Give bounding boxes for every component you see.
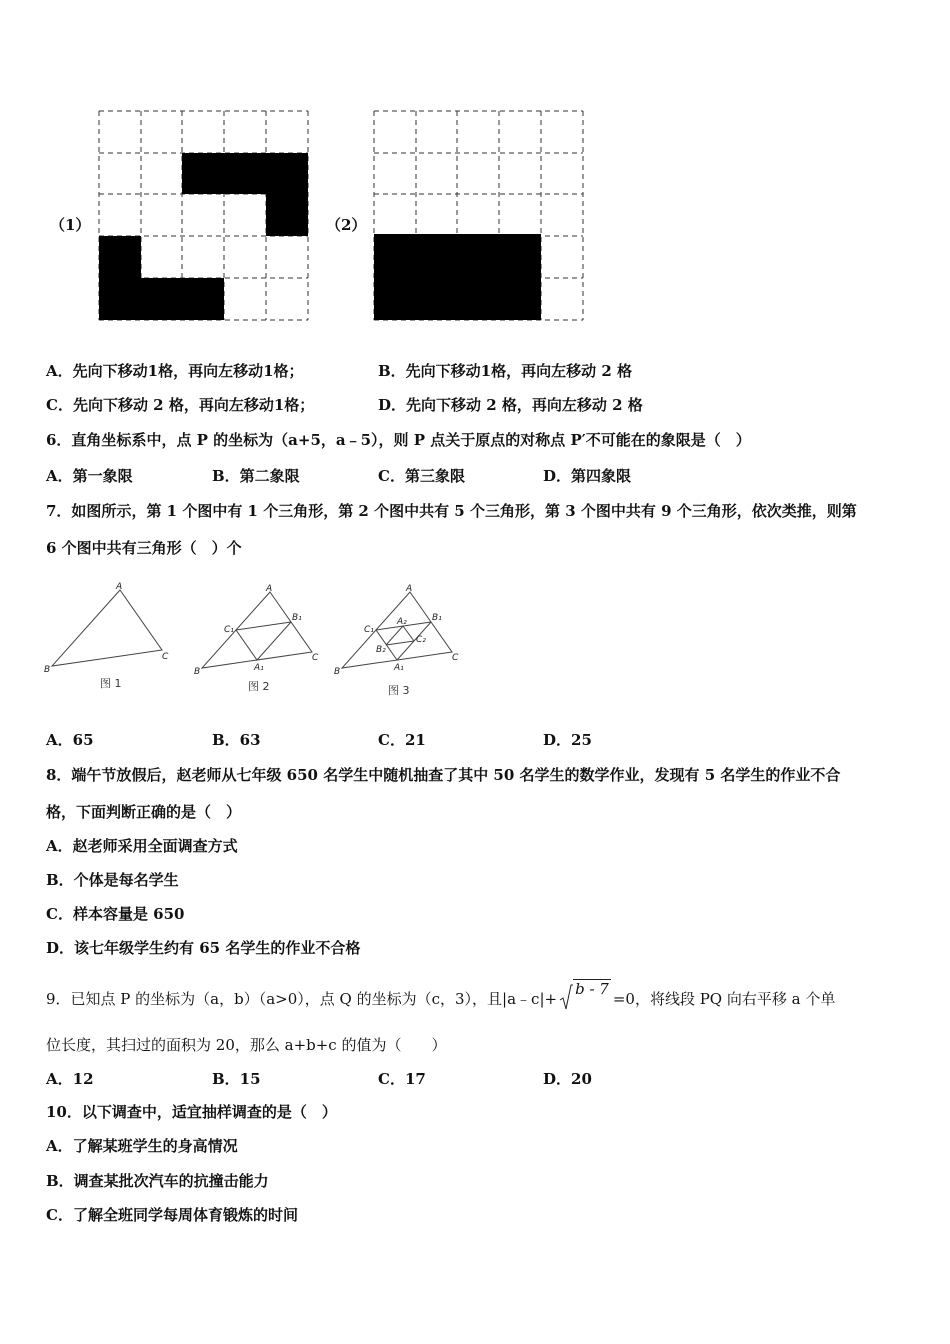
figure-2-label: （2） — [326, 216, 367, 234]
f2-label-c1: C₁ — [224, 625, 234, 635]
f2-caption: 图 2 — [248, 680, 270, 693]
q6-option-d: D．第四象限 — [543, 467, 632, 485]
q8-option-b: B．个体是每名学生 — [46, 871, 179, 889]
sqrt-sign-icon — [559, 984, 573, 1010]
q10-option-c: C．了解全班同学每周体育锻炼的时间 — [46, 1206, 298, 1224]
q10-stem: 10．以下调查中，适宜抽样调查的是（ ） — [46, 1103, 337, 1121]
figure-1-label: （1） — [50, 216, 91, 234]
q9-option-b: B．15 — [212, 1070, 261, 1088]
grid-figure-1 — [98, 110, 310, 322]
q5-option-b: B．先向下移动1格，再向左移动 2 格 — [378, 362, 632, 380]
triangle-figure-1 — [40, 580, 180, 695]
f1-label-b: B — [44, 665, 51, 675]
f3-label-b: B — [334, 667, 341, 677]
f3-label-c: C — [452, 653, 459, 663]
grid-figure-2 — [373, 110, 585, 322]
sqrt-radicand: b - 7 — [575, 980, 609, 998]
f3-caption: 图 3 — [388, 684, 410, 697]
triangle-figure-2 — [190, 580, 330, 695]
q5-option-a: A．先向下移动1格，再向左移动1格； — [46, 362, 304, 380]
q5-option-c: C．先向下移动 2 格，再向左移动1格； — [46, 396, 315, 414]
f3-label-b2: B₂ — [376, 645, 386, 655]
q5-option-d: D．先向下移动 2 格，再向左移动 2 格 — [378, 396, 643, 414]
f2-label-b1: B₁ — [292, 613, 302, 623]
q6-option-b: B．第二象限 — [212, 467, 300, 485]
q6-option-a: A．第一象限 — [46, 467, 133, 485]
triangle-figure-3 — [330, 580, 470, 700]
q10-option-a: A．了解某班学生的身高情况 — [46, 1137, 238, 1155]
q9-option-c: C．17 — [378, 1070, 426, 1088]
q8-option-d: D．该七年级学生约有 65 名学生的作业不合格 — [46, 939, 361, 957]
f2-label-a1: A₁ — [254, 663, 264, 673]
f1-caption: 图 1 — [100, 677, 122, 690]
f1-label-a: A — [116, 582, 123, 592]
black-rectangle — [374, 234, 541, 320]
f2-label-c: C — [312, 653, 319, 663]
f3-label-c2: C₂ — [416, 635, 426, 645]
q6-stem: 6．直角坐标系中，点 P 的坐标为（a+5，a﹣5），则 P 点关于原点的对称点 P′不可能在的象限是（ ） — [46, 431, 751, 449]
q7-option-d: D．25 — [543, 731, 592, 749]
f3-label-a2: A₂ — [397, 617, 407, 627]
q9-stem-line1 — [46, 980, 836, 1010]
f3-label-a: A — [406, 584, 413, 594]
q8-stem-line1: 8．端午节放假后，赵老师从七年级 650 名学生中随机抽查了其中 50 名学生的数学作业，发现有 5 名学生的作业不合 — [46, 766, 841, 784]
q8-option-c: C．样本容量是 650 — [46, 905, 185, 923]
q8-option-a: A．赵老师采用全面调查方式 — [46, 837, 238, 855]
f2-label-b: B — [194, 667, 201, 677]
f3-label-b1: B₁ — [432, 613, 442, 623]
f2-label-a: A — [266, 584, 273, 594]
q7-option-b: B．63 — [212, 731, 261, 749]
q9-option-a: A．12 — [46, 1070, 94, 1088]
q7-stem-line1: 7．如图所示，第 1 个图中有 1 个三角形，第 2 个图中共有 5 个三角形，第 3 个图中共有 9 个三角形，依次类推，则第 — [46, 502, 857, 520]
q9-stem-line2: 位长度，其扫过的面积为 20，那么 a+b+c 的值为（ ） — [46, 1036, 447, 1054]
f3-label-a1: A₁ — [394, 663, 404, 673]
q7-option-c: C．21 — [378, 731, 426, 749]
q9-part2: =0，将线段 PQ 向右平移 a 个单 — [612, 990, 836, 1008]
f3-label-c1: C₁ — [364, 625, 374, 635]
q9-part1: 9．已知点 P 的坐标为（a，b）（a>0），点 Q 的坐标为（c，3），且|a﹣c|+ — [46, 990, 558, 1008]
q7-option-a: A．65 — [46, 731, 94, 749]
q9-option-d: D．20 — [543, 1070, 592, 1088]
q8-stem-line2: 格，下面判断正确的是（ ） — [46, 803, 242, 821]
q7-stem-line2: 6 个图中共有三角形（ ）个 — [46, 539, 242, 557]
black-shape-lower — [99, 236, 224, 320]
f1-label-c: C — [162, 652, 169, 662]
q6-option-c: C．第三象限 — [378, 467, 465, 485]
sqrt-expression — [559, 980, 611, 1010]
q10-option-b: B．调查某批次汽车的抗撞击能力 — [46, 1172, 269, 1190]
